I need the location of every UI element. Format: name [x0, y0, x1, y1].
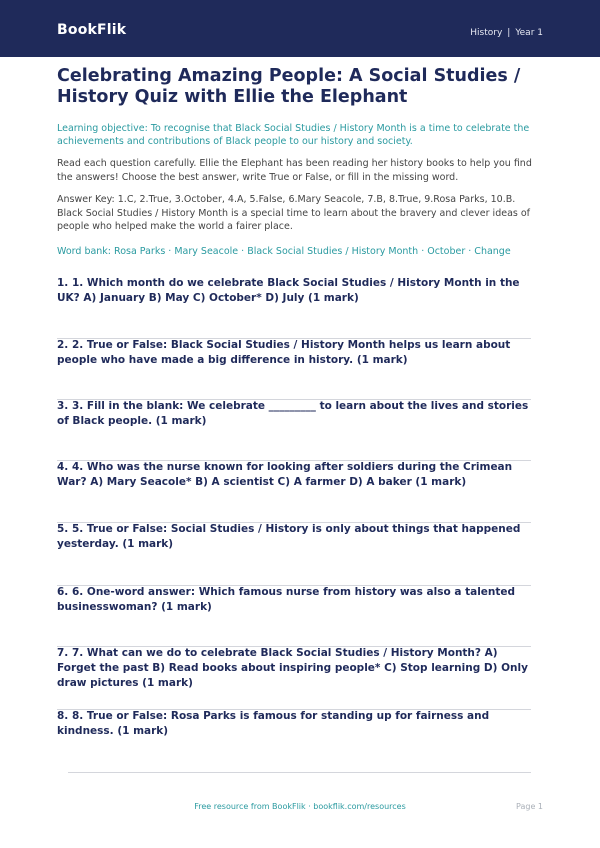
- instructions-text: Read each question carefully. Ellie the Elephant has been reading her history books to help you find the answers! Choose the best answer, write True or False, or fill in the missing word.: [57, 158, 532, 183]
- question-7: 7. 7. What can we do to celebrate Black Social Studies / History Month? A) Forget the past B) Read books about inspiring people* C) Stop learning D) Only draw pictures (1 mark): [57, 647, 528, 689]
- breadcrumb-year[interactable]: Year 1: [515, 28, 543, 38]
- question-5: 5. 5. True or False: Social Studies / History is only about things that happened yesterday. (1 mark): [57, 523, 521, 550]
- answer-key-text: Answer Key: 1.C, 2.True, 3.October, 4.A, 5.False, 6.Mary Seacole, 7.B, 8.True, 9.Rosa Parks, 10.B. Black Social Studies / History Month is a special time to learn about the bravery and clever ideas of people who helped make the world a fairer place.: [57, 194, 531, 232]
- breadcrumb-separator: |: [507, 28, 511, 38]
- footer-divider: [68, 772, 531, 773]
- learning-objective: Learning objective: To recognise that Black Social Studies / History Month is a time to celebrate the achievements and contributions of Black people to our history and society.: [57, 123, 530, 147]
- page-number: Page 1: [516, 802, 543, 811]
- brand-logo[interactable]: BookFlik: [57, 22, 127, 38]
- breadcrumb: [470, 28, 543, 38]
- page-title: Celebrating Amazing People: A Social Studies / History Quiz with Ellie the Elephant: [57, 66, 521, 107]
- question-3: 3. 3. Fill in the blank: We celebrate _________ to learn about the lives and stories of Black people. (1 mark): [57, 400, 529, 427]
- breadcrumb-subject[interactable]: History: [470, 28, 503, 38]
- question-1: 1. 1. Which month do we celebrate Black Social Studies / History Month in the UK? A) January B) May C) October* D) July (1 mark): [57, 277, 520, 304]
- word-bank: Word bank: Rosa Parks · Mary Seacole · Black Social Studies / History Month · October · Change: [57, 246, 511, 257]
- footer-resource-link[interactable]: Free resource from BookFlik · bookflik.com/resources: [194, 802, 406, 811]
- question-4: 4. 4. Who was the nurse known for looking after soldiers during the Crimean War? A) Mary Seacole* B) A scientist C) A farmer D) A baker (1 mark): [57, 461, 513, 488]
- header-bar: [0, 0, 600, 57]
- question-2: 2. 2. True or False: Black Social Studies / History Month helps us learn about people who have made a big difference in history. (1 mark): [57, 339, 511, 366]
- question-8: 8. 8. True or False: Rosa Parks is famous for standing up for fairness and kindness. (1 mark): [57, 710, 490, 737]
- question-6: 6. 6. One-word answer: Which famous nurse from history was also a talented businesswoman? (1 mark): [57, 586, 516, 613]
